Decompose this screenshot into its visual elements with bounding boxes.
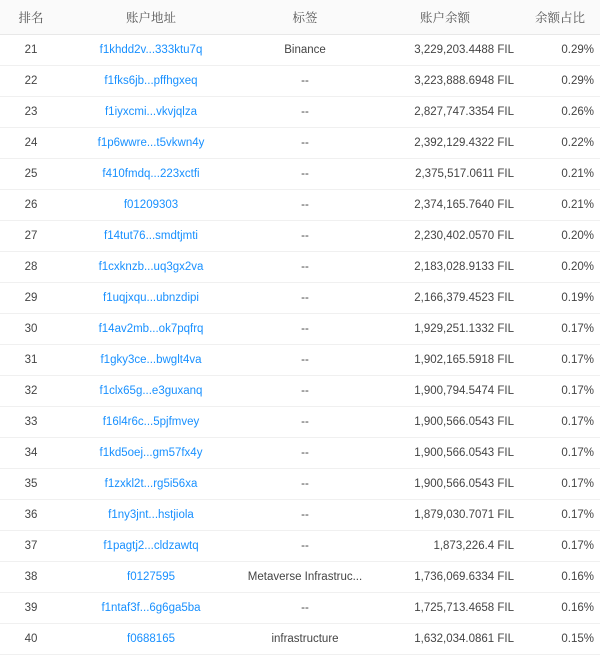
cell-balance: 1,632,034.0861 FIL [370, 624, 520, 655]
column-header-tag: 标签 [240, 0, 370, 35]
cell-tag: -- [240, 283, 370, 314]
cell-tag: -- [240, 252, 370, 283]
cell-address [62, 35, 240, 66]
account-address-link[interactable]: f14av2mb...ok7pqfrq [98, 323, 204, 335]
account-address-link[interactable]: f1khdd2v...333ktu7q [99, 44, 203, 56]
account-address-link[interactable]: f1cxknzb...uq3gx2va [98, 261, 204, 273]
cell-share: 0.22% [520, 128, 600, 159]
cell-share: 0.17% [520, 531, 600, 562]
cell-tag: -- [240, 469, 370, 500]
cell-balance: 1,902,165.5918 FIL [370, 345, 520, 376]
cell-balance: 1,900,566.0543 FIL [370, 407, 520, 438]
table-row [0, 469, 600, 500]
cell-address [62, 66, 240, 97]
cell-tag: -- [240, 500, 370, 531]
table-row [0, 283, 600, 314]
cell-tag: -- [240, 190, 370, 221]
cell-share: 0.17% [520, 500, 600, 531]
account-address-link[interactable]: f1zxkl2t...rg5i56xa [104, 478, 198, 490]
cell-rank: 33 [0, 407, 62, 438]
cell-share: 0.21% [520, 159, 600, 190]
table-header [0, 0, 600, 35]
account-address-link[interactable]: f01209303 [123, 199, 179, 211]
cell-balance: 3,223,888.6948 FIL [370, 66, 520, 97]
table-row [0, 159, 600, 190]
cell-address [62, 500, 240, 531]
cell-tag: -- [240, 345, 370, 376]
cell-rank: 28 [0, 252, 62, 283]
table-row [0, 221, 600, 252]
cell-tag: infrastructure [240, 624, 370, 655]
column-header-balance: 账户余额 [370, 0, 520, 35]
cell-address [62, 252, 240, 283]
cell-rank: 35 [0, 469, 62, 500]
cell-rank: 37 [0, 531, 62, 562]
cell-balance: 3,229,203.4488 FIL [370, 35, 520, 66]
cell-share: 0.21% [520, 190, 600, 221]
cell-rank: 23 [0, 97, 62, 128]
cell-address [62, 345, 240, 376]
cell-rank: 40 [0, 624, 62, 655]
account-address-link[interactable]: f410fmdq...223xctfi [102, 168, 200, 180]
cell-address [62, 190, 240, 221]
cell-rank: 36 [0, 500, 62, 531]
cell-balance: 2,827,747.3354 FIL [370, 97, 520, 128]
account-address-link[interactable]: f0688165 [127, 633, 175, 645]
cell-tag: -- [240, 438, 370, 469]
cell-tag: -- [240, 128, 370, 159]
account-address-link[interactable]: f14tut76...smdtjmti [104, 230, 198, 242]
cell-share: 0.17% [520, 314, 600, 345]
account-address-link[interactable]: f1fks6jb...pffhgxeq [104, 75, 198, 87]
column-header-rank: 排名 [0, 0, 62, 35]
cell-rank: 21 [0, 35, 62, 66]
cell-tag: -- [240, 531, 370, 562]
cell-balance: 2,392,129.4322 FIL [370, 128, 520, 159]
cell-share: 0.29% [520, 66, 600, 97]
cell-address [62, 438, 240, 469]
table-row [0, 35, 600, 66]
column-header-address: 账户地址 [62, 0, 240, 35]
cell-share: 0.17% [520, 469, 600, 500]
table-row [0, 407, 600, 438]
cell-share: 0.17% [520, 407, 600, 438]
cell-balance: 1,900,566.0543 FIL [370, 469, 520, 500]
cell-tag: -- [240, 376, 370, 407]
cell-rank: 26 [0, 190, 62, 221]
cell-rank: 22 [0, 66, 62, 97]
table-row [0, 531, 600, 562]
cell-rank: 31 [0, 345, 62, 376]
account-address-link[interactable]: f1kd5oej...gm57fx4y [99, 447, 203, 459]
cell-rank: 32 [0, 376, 62, 407]
table-row [0, 314, 600, 345]
cell-balance: 1,900,566.0543 FIL [370, 438, 520, 469]
cell-rank: 38 [0, 562, 62, 593]
cell-share: 0.16% [520, 562, 600, 593]
cell-address [62, 159, 240, 190]
cell-balance: 2,374,165.7640 FIL [370, 190, 520, 221]
column-header-share: 余额占比 [520, 0, 600, 35]
cell-balance: 1,879,030.7071 FIL [370, 500, 520, 531]
account-address-link[interactable]: f1p6wwre...t5vkwn4y [97, 137, 205, 149]
cell-tag: Binance [240, 35, 370, 66]
cell-rank: 24 [0, 128, 62, 159]
cell-share: 0.20% [520, 221, 600, 252]
table-row [0, 128, 600, 159]
cell-address [62, 283, 240, 314]
cell-tag: -- [240, 407, 370, 438]
table-header-row [0, 0, 600, 35]
account-address-link[interactable]: f1ntaf3f...6g6ga5ba [101, 602, 201, 614]
cell-rank: 29 [0, 283, 62, 314]
cell-share: 0.26% [520, 97, 600, 128]
account-address-link[interactable]: f1ny3jnt...hstjiola [108, 509, 194, 521]
cell-share: 0.20% [520, 252, 600, 283]
table-body [0, 35, 600, 655]
cell-rank: 34 [0, 438, 62, 469]
cell-address [62, 593, 240, 624]
cell-address [62, 531, 240, 562]
cell-tag: Metaverse Infrastruc... [240, 562, 370, 593]
cell-rank: 39 [0, 593, 62, 624]
cell-address [62, 97, 240, 128]
cell-tag: -- [240, 159, 370, 190]
cell-tag: -- [240, 66, 370, 97]
cell-tag: -- [240, 97, 370, 128]
cell-balance: 2,230,402.0570 FIL [370, 221, 520, 252]
cell-tag: -- [240, 221, 370, 252]
account-address-link[interactable]: f16l4r6c...5pjfmvey [102, 416, 200, 428]
cell-tag: -- [240, 314, 370, 345]
cell-address [62, 624, 240, 655]
cell-address [62, 469, 240, 500]
cell-balance: 2,166,379.4523 FIL [370, 283, 520, 314]
table-row [0, 376, 600, 407]
cell-share: 0.16% [520, 593, 600, 624]
cell-rank: 30 [0, 314, 62, 345]
cell-balance: 1,725,713.4658 FIL [370, 593, 520, 624]
cell-share: 0.29% [520, 35, 600, 66]
table-row [0, 66, 600, 97]
account-address-link[interactable]: f1pagtj2...cldzawtq [103, 540, 199, 552]
cell-balance: 2,183,028.9133 FIL [370, 252, 520, 283]
table-row [0, 500, 600, 531]
cell-balance: 1,900,794.5474 FIL [370, 376, 520, 407]
cell-address [62, 376, 240, 407]
table-row [0, 252, 600, 283]
cell-balance: 2,375,517.0611 FIL [370, 159, 520, 190]
table-row [0, 345, 600, 376]
table-row [0, 97, 600, 128]
cell-tag: -- [240, 593, 370, 624]
account-address-link[interactable]: f1uqjxqu...ubnzdipi [103, 292, 199, 304]
cell-address [62, 128, 240, 159]
cell-share: 0.17% [520, 376, 600, 407]
cell-share: 0.17% [520, 345, 600, 376]
cell-balance: 1,929,251.1332 FIL [370, 314, 520, 345]
table-row [0, 438, 600, 469]
table-row [0, 562, 600, 593]
cell-share: 0.17% [520, 438, 600, 469]
table-row [0, 624, 600, 655]
table-row [0, 190, 600, 221]
account-address-link[interactable]: f1clx65g...e3guxanq [99, 385, 203, 397]
cell-address [62, 314, 240, 345]
cell-address [62, 562, 240, 593]
cell-balance: 1,736,069.6334 FIL [370, 562, 520, 593]
cell-share: 0.15% [520, 624, 600, 655]
table-row [0, 593, 600, 624]
cell-address [62, 407, 240, 438]
cell-rank: 27 [0, 221, 62, 252]
account-address-link[interactable]: f1iyxcmi...vkvjqlza [104, 106, 198, 118]
cell-address [62, 221, 240, 252]
cell-balance: 1,873,226.4 FIL [370, 531, 520, 562]
cell-share: 0.19% [520, 283, 600, 314]
account-address-link[interactable]: f1gky3ce...bwglt4va [100, 354, 202, 366]
account-address-link[interactable]: f0127595 [127, 571, 175, 583]
cell-rank: 25 [0, 159, 62, 190]
